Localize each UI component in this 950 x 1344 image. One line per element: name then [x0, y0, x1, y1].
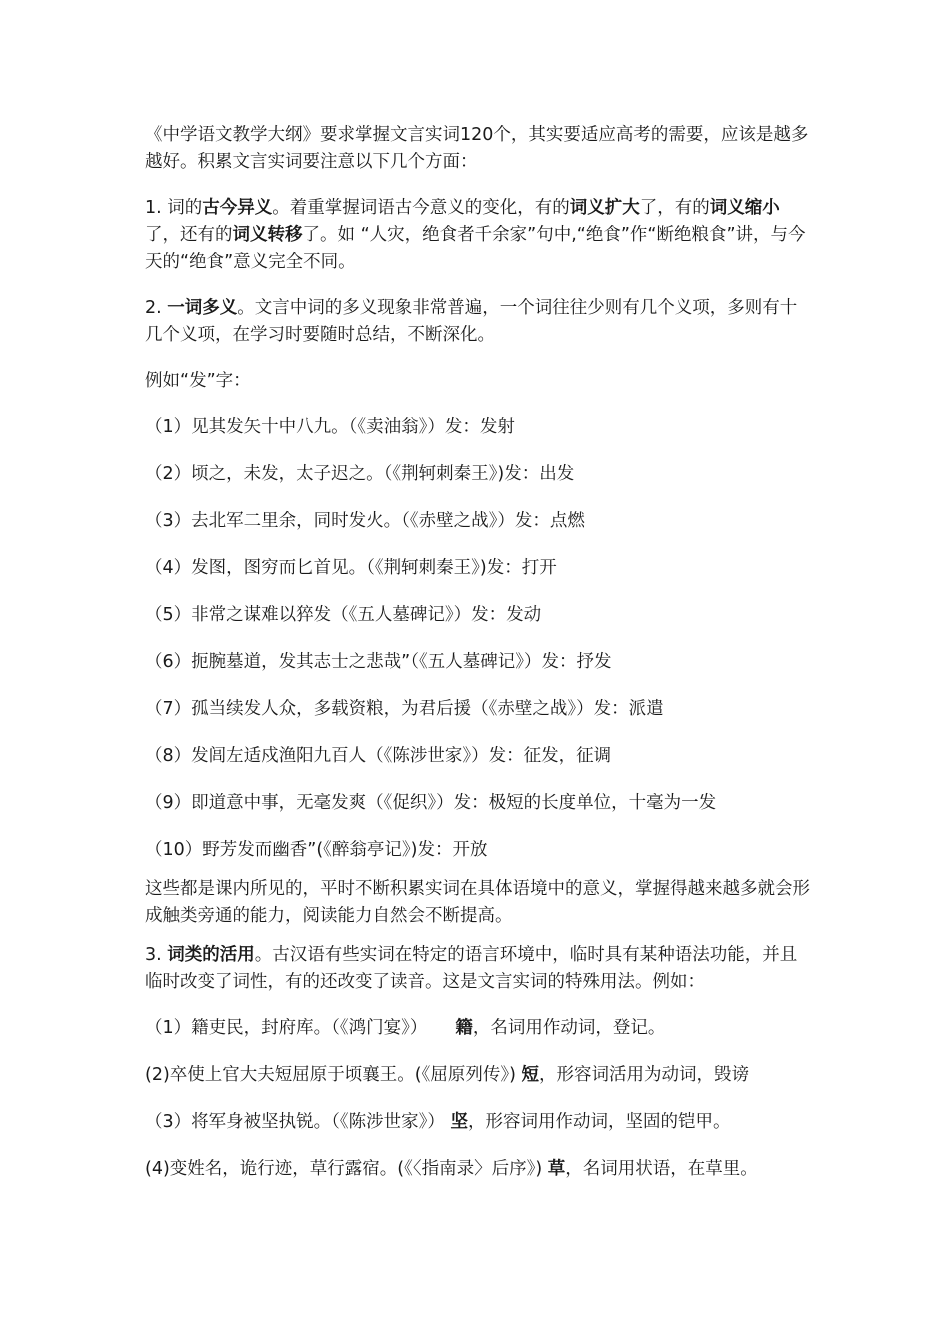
list-item: [145, 1156, 810, 1183]
usage-example-word: 籍: [455, 1018, 473, 1038]
list-item: （4）发图，图穷而匕首见。（《荆轲刺秦王》)发：打开: [145, 558, 557, 578]
section-1-bold-term: 词义转移: [232, 225, 303, 245]
usage-example-explanation: ，名词用作动词，登记。: [472, 1018, 666, 1038]
usage-example-word: 坚: [450, 1112, 468, 1132]
section-1-paragraph: [145, 195, 810, 276]
list-item: （7）孤当续发人众，多载资粮，为君后援（《赤壁之战》）发：派遣: [145, 699, 664, 719]
section-1-bold-term: 词义缩小: [709, 198, 780, 218]
section-3-number: 3.: [145, 945, 168, 965]
list-item: [145, 1015, 810, 1042]
section-2-number: 2.: [145, 298, 168, 318]
usage-example-text: （1）籍吏民，封府库。（《鸿门宴》）: [145, 1018, 428, 1038]
section-1-number: 1. 词的: [145, 198, 203, 218]
section-2-paragraph: [145, 295, 810, 349]
section-1-text: 了。如 “人灾，绝食者千余家”句中,“绝食”作“断绝粮食”讲，与今天的“绝食”意义完全不同。: [145, 225, 806, 272]
section-2-term: 一词多义: [167, 298, 238, 318]
summary-paragraph: [145, 876, 810, 930]
section-1-text: 。着重掌握词语古今意义的变化，有的: [272, 198, 570, 218]
usage-example-text: （3）将军身被坚执锐。（《陈涉世家》）: [145, 1112, 451, 1132]
intro-text: 《中学语文教学大纲》要求掌握文言实词120个，其实要适应高考的需要，应该是越多越好。积累文言实词要注意以下几个方面：: [145, 125, 809, 172]
list-item: （1）见其发矢十中八九。（《卖油翁》）发：发射: [145, 417, 515, 437]
section-1-bold-term: 词义扩大: [569, 198, 640, 218]
summary-text: 这些都是课内所见的，平时不断积累实词在具体语境中的意义，掌握得越来越多就会形成触类旁通的能力，阅读能力自然会不断提高。: [145, 879, 810, 926]
intro-paragraph: [145, 122, 810, 176]
usage-example-text: (2)卒使上官大夫短屈原于顷襄王。(《屈原列传》): [145, 1065, 522, 1085]
section-1-text: 了，有的: [639, 198, 710, 218]
document-body: [145, 122, 810, 1203]
list-item: （2）顷之，未发，太子迟之。（《荆轲刺秦王》)发：出发: [145, 464, 575, 484]
example-intro: [145, 368, 810, 395]
usage-example-text: (4)变姓名，诡行迹，草行露宿。(《〈指南录〉后序》): [145, 1159, 548, 1179]
list-item: （9）即道意中事，无毫发爽（《促织》）发：极短的长度单位，十毫为一发: [145, 793, 717, 813]
usage-example-word: 草: [547, 1159, 566, 1179]
list-item: （3）去北军二里余，同时发火。（《赤壁之战》）发：点燃: [145, 511, 585, 531]
section-1-term: 古今异义: [202, 198, 273, 218]
usage-example-explanation: ，形容词用作动词，坚固的铠甲。: [467, 1112, 731, 1132]
section-2-text: 。文言中词的多义现象非常普遍，一个词往往少则有几个义项，多则有十几个义项，在学习时要随时总结，不断深化。: [145, 298, 798, 345]
list-item: （8）发闾左适戍渔阳九百人（《陈涉世家》）发：征发，征调: [145, 746, 612, 766]
list-item: （10）野芳发而幽香”(《醉翁亭记》)发：开放: [145, 840, 488, 860]
section-3-text: 。古汉语有些实词在特定的语言环境中，临时具有某种语法功能，并且临时改变了词性，有的还改变了读音。这是文言实词的特殊用法。例如：: [145, 945, 798, 992]
usage-example-explanation: ，名词用状语，在草里。: [565, 1159, 758, 1179]
list-item: （5）非常之谋难以猝发（《五人墓碑记》）发：发动: [145, 605, 542, 625]
section-3-term: 词类的活用: [167, 945, 255, 965]
section-1-text: 了，还有的: [145, 225, 233, 245]
usage-example-list: [145, 1015, 810, 1183]
list-item: （6）扼腕墓道，发其志士之悲哉”（《五人墓碑记》）发：抒发: [145, 652, 612, 672]
usage-example-word: 短: [521, 1065, 540, 1085]
fa-example-list: [145, 414, 810, 864]
section-3-paragraph: [145, 942, 810, 996]
list-item: [145, 1109, 810, 1136]
usage-example-explanation: ，形容词活用为动词，毁谤: [539, 1065, 750, 1085]
list-item: [145, 1062, 810, 1089]
example-intro-text: 例如“发”字：: [145, 371, 251, 391]
